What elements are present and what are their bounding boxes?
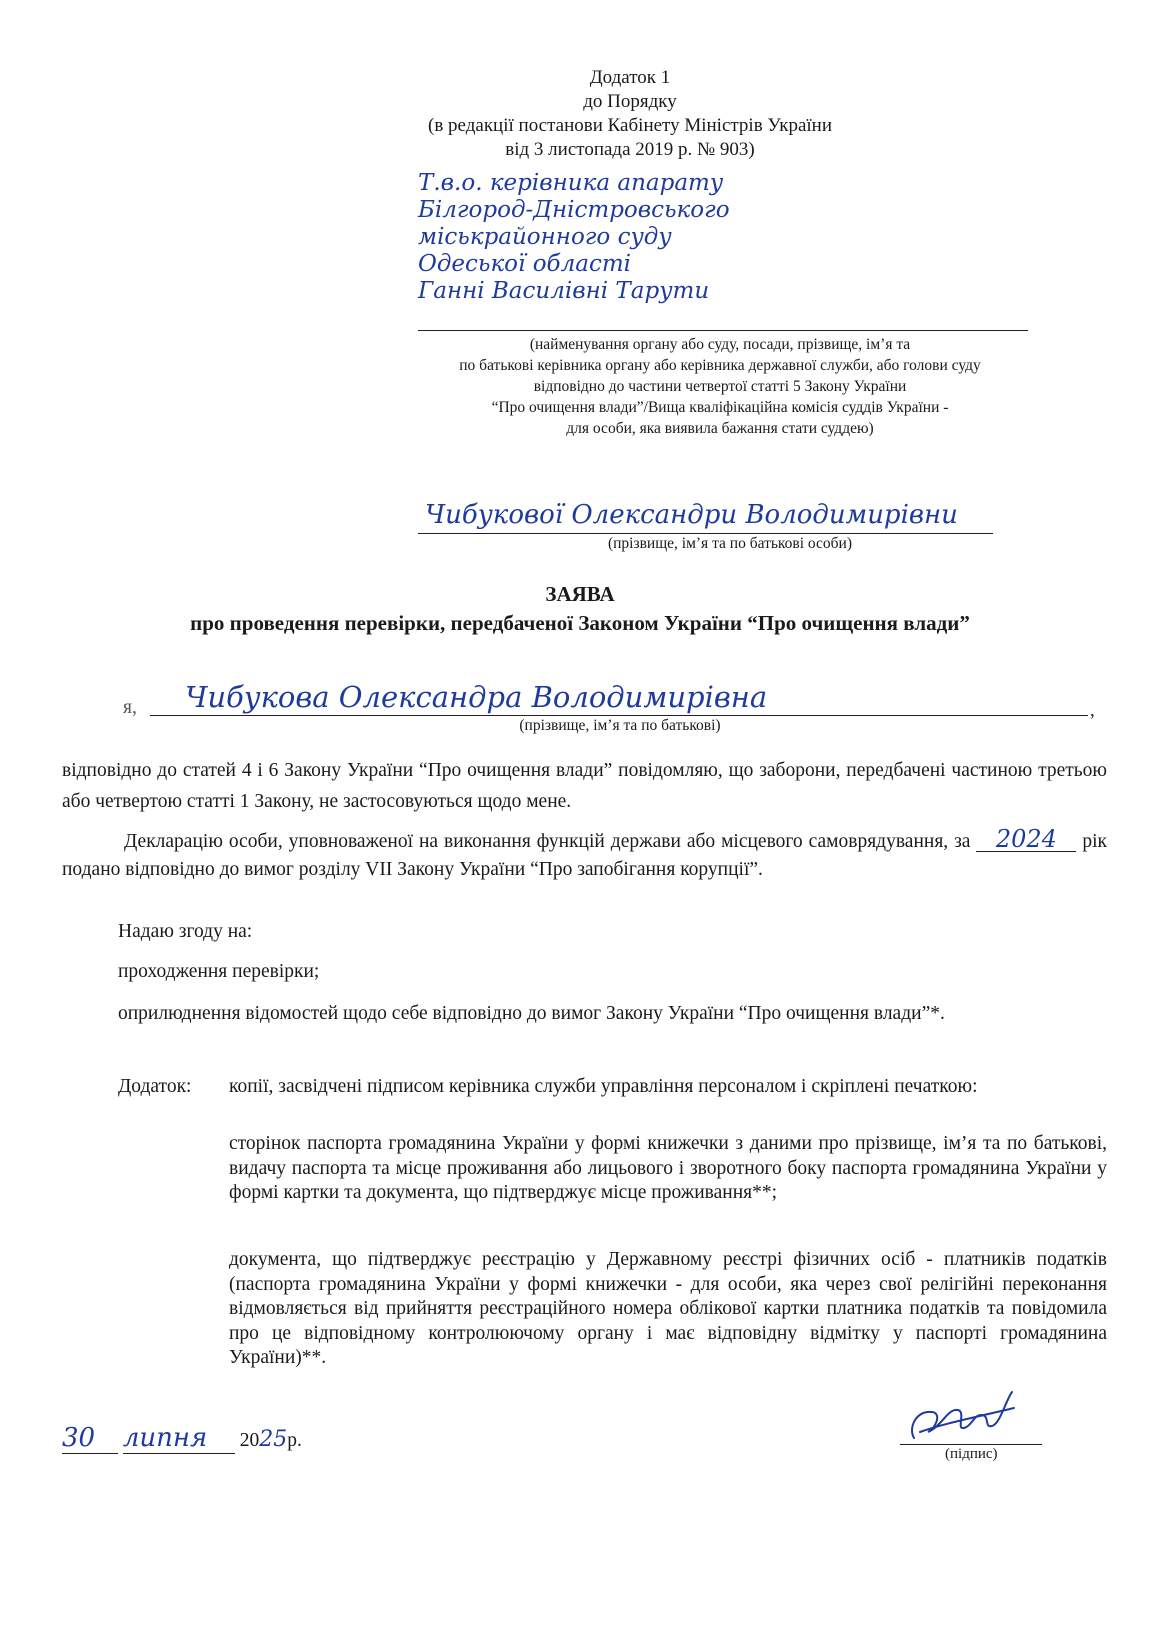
appendix-line-3: (в редакції постанови Кабінету Міністрів України [428,115,832,136]
footer-date [62,1423,302,1454]
appendix-line-4: від 3 листопада 2019 р. № 903) [505,139,755,160]
statement-prefix: я, [123,697,137,718]
addressee-hw-line-3: міськрайонного суду [418,224,672,250]
signature-label: (підпис) [945,1446,998,1462]
date-year-end: р. [287,1430,302,1451]
statement-suffix: , [1090,700,1095,721]
consent-intro: Надаю згоду на: [118,921,253,942]
applicant-caption: (прізвище, ім’я та по батькові особи) [607,535,853,552]
addressee-caption-line-3: відповідно до частини четвертої статті 5 Закону України [533,378,907,395]
applicant-handwritten: Чибукової Олександри Володимирівни [425,500,958,530]
appendix-line-2: до Порядку [583,91,677,112]
attachment-item-2: сторінок паспорта громадянина України у формі книжечки з даними про прізвище, ім’я та по батькові, видачу паспорта та місце проживання або лицьового і зворотного боку паспорта громадянина України у формі картки та документа, що підтверджує місце проживання**; [229,1133,1107,1203]
appendix-line-1: Додаток 1 [589,67,671,88]
consent-item-2: оприлюднення відомостей щодо себе відповідно до вимог Закону України “Про очищення влади”*. [118,1003,945,1024]
statement-name-caption: (прізвище, ім’я та по батькові) [519,717,721,734]
statement-name-handwritten: Чибукова Олександра Володимирівна [185,680,768,714]
addressee-handwritten [418,170,1028,305]
addressee-caption-line-5: для особи, яка виявила бажання стати суддею) [566,420,874,437]
addressee-caption [360,334,1080,439]
statement-name-underline [150,715,1088,716]
declaration-year-handwritten: 2024 [976,827,1076,852]
appendix-block [420,66,840,162]
applicant-underline [418,533,993,534]
signature-graphic [902,1388,1022,1450]
addressee-hw-line-1: Т.в.о. керівника апарату [418,170,724,196]
attachment-item-1: копії, засвідчені підписом керівника служби управління персоналом і скріплені печаткою: [229,1076,978,1097]
signature-underline [900,1444,1042,1445]
addressee-hw-line-2: Білгород-Дністровського [418,197,730,223]
statement-paragraph-1: відповідно до статей 4 і 6 Закону України “Про очищення влади” повідомляю, що заборони, передбачені частиною третьою або четвертою статті 1 Закону, не застосовуються щодо мене. [62,760,1107,812]
date-day-handwritten: 30 [62,1423,118,1454]
addressee-caption-line-1: (найменування органу або суду, посади, прізвище, ім’я та [529,336,911,353]
addressee-underline [418,330,1028,331]
addressee-hw-line-5: Ганні Василівні Тарути [418,278,710,304]
document-title: ЗАЯВА [545,582,615,606]
date-year-prefix: 20 [239,1430,260,1451]
signature-area [900,1388,1050,1468]
addressee-caption-line-4: “Про очищення влади”/Вища кваліфікаційна комісія суддів України - [491,399,949,416]
attachment-item-3: документа, що підтверджує реєстрацію у Державному реєстрі фізичних осіб - платників податків (паспорта громадянина України у формі книжечки - для особи, яка через свої релігійні переконання відмовляється від прийняття реєстраційного номера облікової картки платника податків та повідомила про це відповідному контролюючому органу і має відповідну відмітку у паспорті громадянина України)**. [229,1249,1107,1368]
document-subtitle: про проведення перевірки, передбаченої Законом України “Про очищення влади” [190,611,970,635]
date-year-handwritten: 25 [259,1427,288,1452]
consent-item-1: проходження перевірки; [118,961,320,982]
date-month-handwritten: липня [123,1423,235,1454]
paragraph-2-part-2: рік подано відповідно до вимог розділу VII Закону України “Про запобігання корупції”. [62,831,1107,880]
statement-paragraph-2 [62,827,1107,884]
attachments-label: Додаток: [118,1076,192,1097]
addressee-caption-line-2: по батькові керівника органу або керівника державної служби, або голови суду [459,357,981,374]
paragraph-2-part-1: Декларацію особи, уповноваженої на виконання функцій держави або місцевого самоврядування, за [124,831,971,852]
addressee-hw-line-4: Одеської області [418,251,631,277]
